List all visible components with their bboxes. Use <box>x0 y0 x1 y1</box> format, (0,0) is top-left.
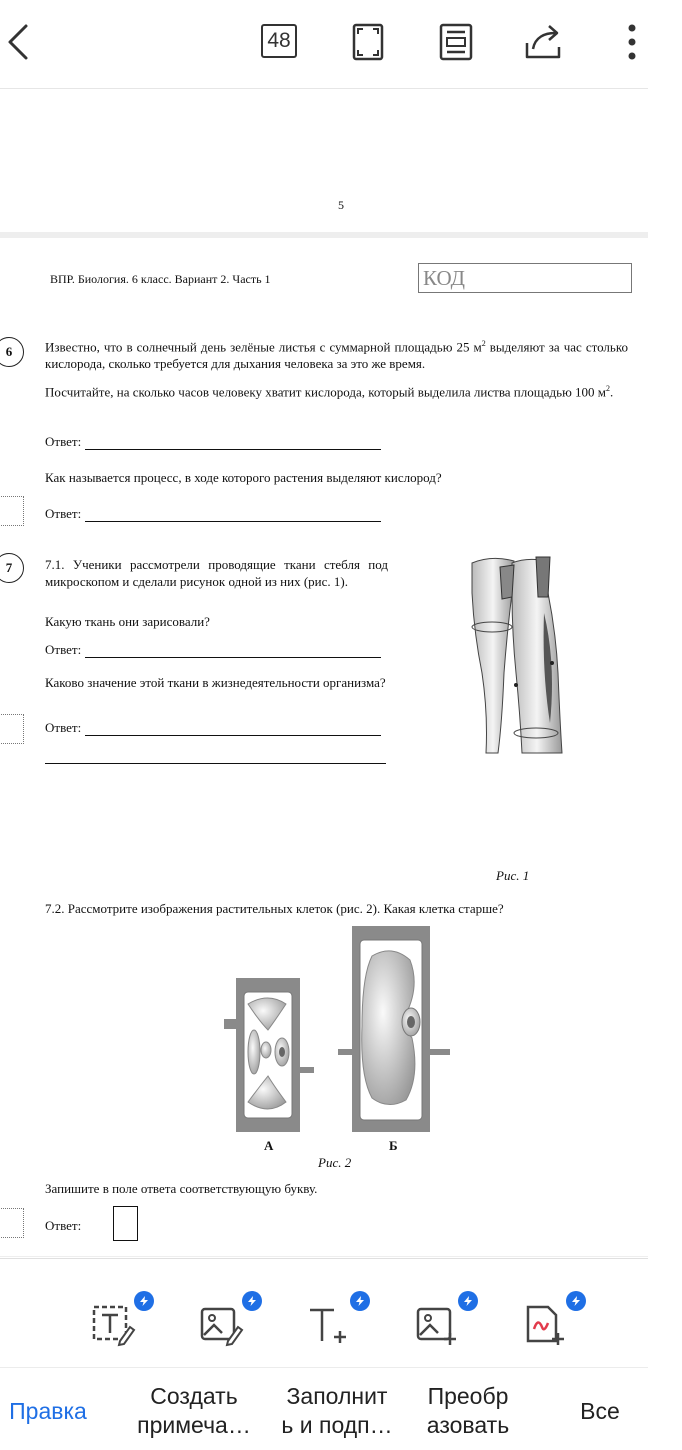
q6-answer-1 <box>45 434 381 450</box>
q7-answer-1 <box>45 642 381 658</box>
page-5 <box>0 89 648 232</box>
fig1-caption: Рис. 1 <box>496 868 530 883</box>
q7-text-3: Каково значение этой ткани в жизнедеятельности организма? <box>45 675 386 690</box>
share-icon[interactable] <box>522 20 566 64</box>
cell-a-label: А <box>264 1138 274 1153</box>
tab-edit[interactable]: Правка <box>9 1398 87 1424</box>
premium-badge-icon <box>458 1291 478 1311</box>
add-signature-file-icon[interactable] <box>520 1301 570 1351</box>
vessel-drawing-figure <box>452 553 572 758</box>
answer-letter-box[interactable] <box>113 1206 138 1241</box>
question-number-6 <box>0 337 24 367</box>
score-box <box>0 496 24 526</box>
score-box <box>0 714 24 744</box>
q6-text-1-sup: 2 <box>481 339 486 348</box>
page-number: 5 <box>338 198 344 212</box>
score-box <box>0 1208 24 1238</box>
tab-convert[interactable]: Преобр азовать <box>426 1383 510 1438</box>
q6-text-1-pre: Известно, что в солнечный день зелёные листья с суммарной площадью 25 м <box>45 339 482 355</box>
premium-badge-icon <box>242 1291 262 1311</box>
bottom-tab-bar <box>0 1367 648 1450</box>
q6-text-1 <box>45 336 628 372</box>
q6-text-2 <box>45 381 628 401</box>
kod-label: КОД <box>423 266 465 290</box>
question-number-text: 6 <box>5 344 13 359</box>
edit-text-icon[interactable] <box>88 1301 138 1351</box>
premium-badge-icon <box>350 1291 370 1311</box>
page-6 <box>0 238 648 1256</box>
answer-label: Ответ: <box>45 434 82 449</box>
edit-tools-bar <box>0 1258 648 1367</box>
page-count-value: 48 <box>267 29 291 52</box>
q6-answer-2 <box>45 506 381 522</box>
back-arrow-icon[interactable] <box>2 20 32 64</box>
tab-all[interactable]: Все <box>580 1398 620 1424</box>
fig2-caption: Рис. 2 <box>318 1155 352 1170</box>
q6-text-2-sup: 2 <box>606 384 611 393</box>
answer-line[interactable] <box>85 645 381 658</box>
answer-line[interactable] <box>85 509 381 522</box>
cell-b-label: Б <box>389 1138 398 1153</box>
q7-answer-3 <box>45 1218 81 1234</box>
q6-text-2-post: . <box>610 384 614 400</box>
q7-answer-2 <box>45 720 381 736</box>
document-viewer[interactable] <box>0 89 648 1257</box>
q7-text-2: Какую ткань они зарисовали? <box>45 614 210 629</box>
fullscreen-icon[interactable] <box>350 20 386 64</box>
q6-text-2-pre: Посчитайте, на сколько часов человеку хватит кислорода, который выделила листва площадью 100 м <box>45 384 607 400</box>
q7-text-4: 7.2. Рассмотрите изображения растительных клеток (рис. 2). Какая клетка старше? <box>45 901 504 916</box>
answer-label: Ответ: <box>45 720 82 735</box>
page-count-button[interactable] <box>261 24 297 58</box>
answer-line[interactable] <box>85 723 381 736</box>
tab-create-note[interactable]: Создать примеча… <box>137 1383 251 1438</box>
page-header: ВПР. Биология. 6 класс. Вариант 2. Часть 1 <box>50 272 271 286</box>
plant-cells-figure <box>222 926 454 1136</box>
q7-text-1: 7.1. Ученики рассмотрели проводящие ткани стебля под микроскопом и сделали рисунок одной из них (рис. 1). <box>45 557 388 589</box>
answer-label: Ответ: <box>45 1218 82 1233</box>
more-vert-icon[interactable] <box>620 20 644 64</box>
kod-field <box>418 263 632 293</box>
answer-label: Ответ: <box>45 506 82 521</box>
tab-fill-sign[interactable]: Заполнит ь и подп… <box>281 1383 393 1438</box>
answer-label: Ответ: <box>45 642 82 657</box>
edit-image-icon[interactable] <box>196 1301 246 1351</box>
question-number-text: 7 <box>5 560 13 575</box>
answer-line[interactable] <box>85 437 381 450</box>
question-number-7 <box>0 553 24 583</box>
q6-text-1-post: выделяют за час столько кислорода, сколько требуется для дыхания человека за это же время. <box>45 339 629 371</box>
add-image-icon[interactable] <box>412 1301 462 1351</box>
add-text-icon[interactable] <box>304 1301 354 1351</box>
answer-line-extra[interactable] <box>45 763 386 764</box>
top-toolbar <box>0 0 648 89</box>
premium-badge-icon <box>566 1291 586 1311</box>
premium-badge-icon <box>134 1291 154 1311</box>
reading-mode-icon[interactable] <box>438 20 474 64</box>
q6-text-3: Как называется процесс, в ходе которого растения выделяют кислород? <box>45 470 442 485</box>
q7-text-5: Запишите в поле ответа соответствующую букву. <box>45 1181 318 1196</box>
